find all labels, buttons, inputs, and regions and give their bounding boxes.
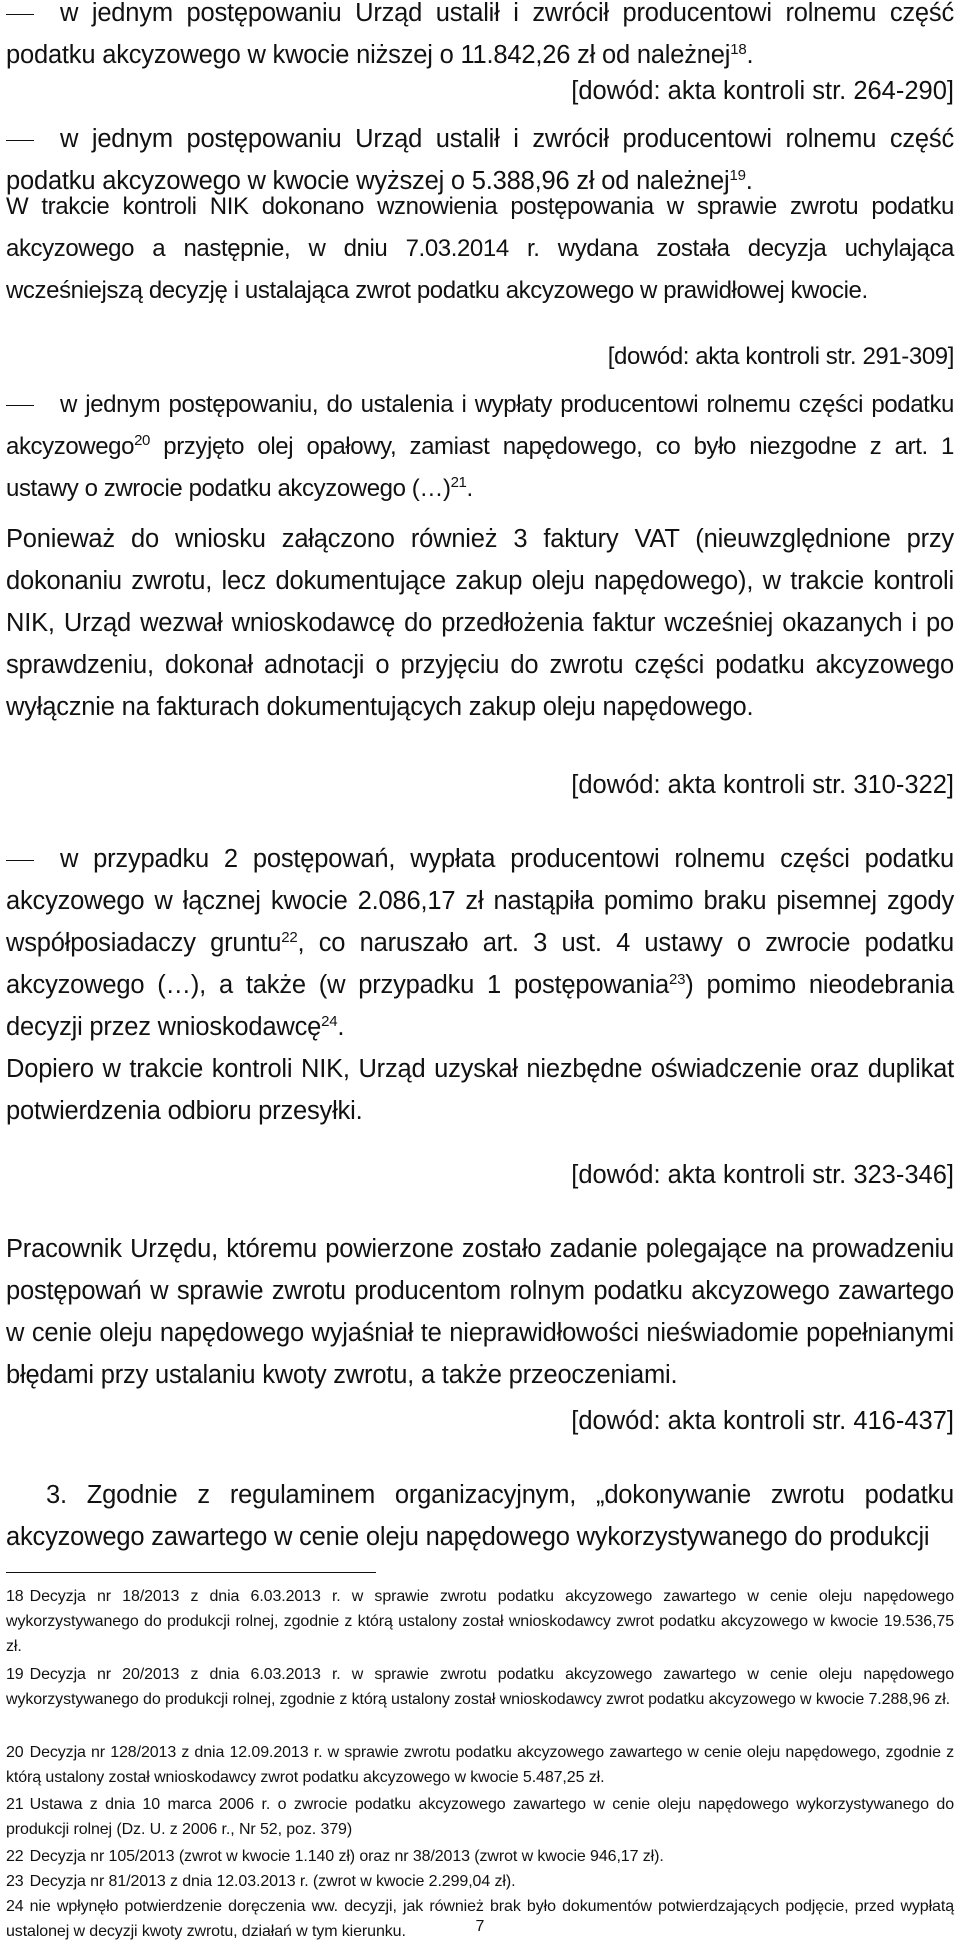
page-number: 7	[475, 1918, 485, 1935]
paragraph-number: 3.	[46, 1481, 67, 1509]
footnote-number: 19	[6, 1666, 24, 1683]
footnote-ref[interactable]: 20	[134, 432, 150, 449]
dash-marker	[6, 860, 34, 861]
footnote-number: 24	[6, 1898, 24, 1915]
paragraph-text: .	[746, 41, 754, 69]
footnote-number: 23	[6, 1873, 24, 1890]
footnote-text: Decyzja nr 128/2013 z dnia 12.09.2013 r. w sprawie zwrotu podatku akcyzowego zawartego w cenie oleju napędowego, zgodnie z którą ustalony został wnioskodawcy zwrot podatku akcyzowego w kwocie 5.487,25 zł.	[6, 1744, 954, 1786]
footnote-ref[interactable]: 24	[321, 1013, 338, 1030]
dash-marker	[6, 405, 34, 406]
footnote	[6, 1740, 954, 1790]
footnote-number: 20	[6, 1744, 24, 1761]
evidence-reference: [dowód: akta kontroli str. 291-309]	[607, 343, 954, 370]
footnote-ref[interactable]: 23	[668, 971, 686, 988]
paragraph-bullet	[6, 0, 954, 76]
footnote	[6, 1584, 954, 1659]
footnote	[6, 1792, 954, 1842]
paragraph-text: w jednym postępowaniu Urząd ustalił i zwrócił producentowi rolnemu część podatku akcyzowego w kwocie niższej o 11.842,26 zł od należnej	[6, 0, 954, 69]
footnote	[6, 1869, 954, 1894]
footnote-ref[interactable]: 19	[729, 167, 746, 184]
footnote-separator	[6, 1572, 376, 1573]
footnote-ref[interactable]: 21	[450, 474, 467, 491]
footnote-ref[interactable]: 18	[730, 41, 747, 58]
paragraph-text: , co naruszało art. 3 ust. 4 ustawy o zwrocie podatku akcyzowego (…), a także (w przypadku 1 postępowania	[6, 929, 954, 999]
paragraph-text: .	[466, 475, 473, 502]
paragraph: Ponieważ do wniosku załączono również 3 faktury VAT (nieuwzględnione przy dokonaniu zwrotu, lecz dokumentujące zakup oleju napędowego), w trakcie kontroli NIK, Urząd wezwał wnioskodawcę do przedłożenia faktur wcześniej okazanych i po sprawdzeniu, dokonał adnotacji o przyjęciu do zwrotu części podatku akcyzowego wyłącznie na fakturach dokumentujących zakup oleju napędowego.	[6, 525, 954, 721]
paragraph-text: w przypadku 2 postępowań, wypłata producentowi rolnemu części podatku akcyzowego w łącznej kwocie 2.086,17 zł nastąpiła pomimo braku pisemnej zgody współposiadaczy gruntu	[6, 845, 954, 957]
footnote	[6, 1844, 954, 1869]
numbered-paragraph	[6, 1474, 954, 1558]
paragraph: Dopiero w trakcie kontroli NIK, Urząd uzyskał niezbędne oświadczenie oraz duplikat potwierdzenia odbioru przesyłki.	[6, 1055, 954, 1125]
footnote-text: Decyzja nr 81/2013 z dnia 12.03.2013 r. (zwrot w kwocie 2.299,04 zł).	[29, 1873, 516, 1890]
footnote-text: Decyzja nr 18/2013 z dnia 6.03.2013 r. w sprawie zwrotu podatku akcyzowego zawartego w cenie oleju napędowego wykorzystywanego do produkcji rolnej, zgodnie z którą ustalony został wnioskodawcy zwrot podatku akcyzowego w kwocie 19.536,75 zł.	[6, 1588, 954, 1655]
paragraph: Pracownik Urzędu, któremu powierzone zostało zadanie polegające na prowadzeniu postępowań w sprawie zwrotu producentom rolnym podatku akcyzowego zawartego w cenie oleju napędowego wyjaśniał te nieprawidłowości nieświadomie popełnianymi błędami przy ustalaniu kwoty zwrotu, a także przeoczeniami.	[6, 1235, 954, 1389]
evidence-reference: [dowód: akta kontroli str. 416-437]	[571, 1407, 954, 1435]
paragraph: W trakcie kontroli NIK dokonano wznowienia postępowania w sprawie zwrotu podatku akcyzowego a następnie, w dniu 7.03.2014 r. wydana została decyzja uchylająca wcześniejszą decyzję i ustalająca zwrot podatku akcyzowego w prawidłowej kwocie.	[6, 193, 954, 304]
paragraph-text: ) pomimo nieodebrania decyzji przez wnioskodawcę	[6, 971, 954, 1041]
evidence-reference: [dowód: akta kontroli str. 264-290]	[571, 77, 954, 105]
dash-marker	[6, 14, 34, 15]
footnote-text: Ustawa z dnia 10 marca 2006 r. o zwrocie podatku akcyzowego zawartego w cenie oleju napędowego wykorzystywanego do produkcji rolnej (Dz. U. z 2006 r., Nr 52, poz. 379)	[6, 1796, 954, 1838]
footnote-text: nie wpłynęło potwierdzenie doręczenia ww. decyzji, jak również brak było dokumentów potwierdzających podjęcie, przed wypłatą ustalonej w decyzji kwoty zwrotu, działań w tym kierunku.	[6, 1898, 954, 1940]
footnote-ref[interactable]: 22	[281, 929, 298, 946]
paragraph-text: .	[337, 1013, 345, 1041]
footnote-number: 18	[6, 1588, 24, 1605]
footnote-text: Decyzja nr 20/2013 z dnia 6.03.2013 r. w sprawie zwrotu podatku akcyzowego zawartego w cenie oleju napędowego wykorzystywanego do produkcji rolnej, zgodnie z którą ustalony został wnioskodawcy zwrot podatku akcyzowego w kwocie 7.288,96 zł.	[6, 1666, 954, 1708]
paragraph-text: w jednym postępowaniu, do ustalenia i wypłaty producentowi rolnemu części podatku akcyzowego	[6, 391, 954, 460]
paragraph-text: .	[745, 167, 753, 195]
evidence-reference: [dowód: akta kontroli str. 310-322]	[571, 771, 954, 799]
paragraph-bullet	[6, 384, 954, 510]
paragraph-text: Zgodnie z regulaminem organizacyjnym, „dokonywanie zwrotu podatku akcyzowego zawartego w cenie oleju napędowego wykorzystywanego do produkcji	[6, 1481, 954, 1551]
footnote-number: 22	[6, 1848, 24, 1865]
footnote-text: Decyzja nr 105/2013 (zwrot w kwocie 1.140 zł) oraz nr 38/2013 (zwrot w kwocie 946,17 zł).	[29, 1848, 664, 1865]
paragraph-text: przyjęto olej opałowy, zamiast napędowego, co było niezgodne z art. 1 ustawy o zwrocie podatku akcyzowego (…)	[6, 433, 954, 502]
dash-marker	[6, 140, 34, 141]
evidence-reference: [dowód: akta kontroli str. 323-346]	[571, 1161, 954, 1189]
footnote-number: 21	[6, 1796, 24, 1813]
paragraph-text: w jednym postępowaniu Urząd ustalił i zwrócił producentowi rolnemu część podatku akcyzowego w kwocie wyższej o 5.388,96 zł od należnej	[6, 125, 954, 195]
footnote	[6, 1662, 954, 1712]
paragraph-bullet	[6, 838, 954, 1048]
